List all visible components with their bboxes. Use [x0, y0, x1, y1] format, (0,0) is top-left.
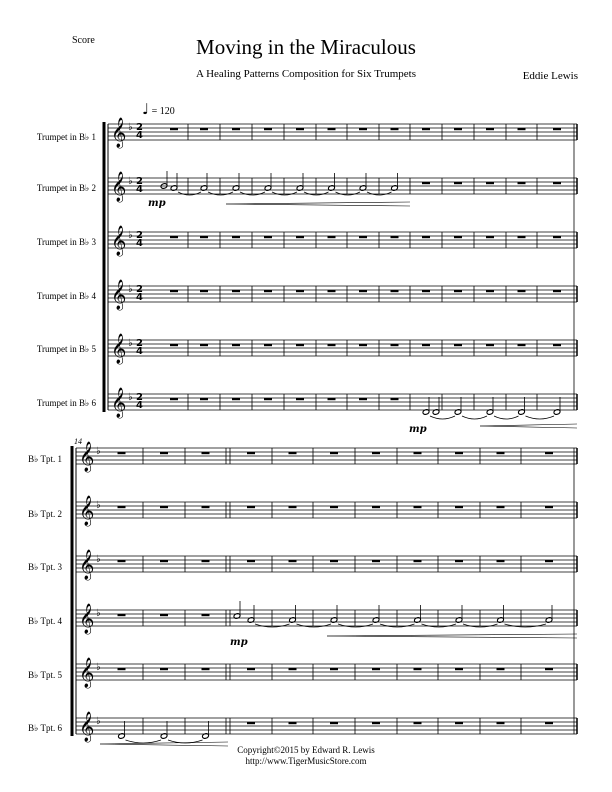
- whole-rest: [247, 722, 255, 724]
- treble-clef-icon: 𝄞: [79, 550, 95, 580]
- flat-key-signature-icon: ♭: [96, 500, 101, 511]
- flat-key-signature-icon: ♭: [128, 122, 133, 133]
- whole-rest: [330, 452, 338, 454]
- whole-rest: [289, 452, 297, 454]
- whole-rest: [497, 722, 505, 724]
- tie: [126, 740, 162, 743]
- whole-rest: [497, 452, 505, 454]
- part-label-short-tpt4: B♭ Tpt. 4: [28, 616, 62, 626]
- whole-rest: [545, 668, 553, 670]
- whole-rest: [497, 560, 505, 562]
- whole-rest: [545, 560, 553, 562]
- whole-rest: [497, 506, 505, 508]
- treble-clef-icon: 𝄞: [79, 442, 95, 472]
- whole-rest: [170, 236, 178, 238]
- whole-rest: [497, 668, 505, 670]
- whole-rest: [545, 722, 553, 724]
- whole-rest: [391, 236, 399, 238]
- dynamic-mark: mp: [409, 424, 427, 435]
- whole-rest: [518, 182, 526, 184]
- treble-clef-icon: 𝄞: [111, 226, 127, 256]
- whole-rest: [264, 398, 272, 400]
- tie: [526, 416, 555, 419]
- whole-rest: [553, 344, 561, 346]
- whole-rest: [454, 182, 462, 184]
- tie: [240, 192, 265, 195]
- whole-rest: [330, 668, 338, 670]
- whole-rest: [422, 290, 430, 292]
- crescendo-hairpin-bottom: [480, 426, 577, 428]
- whole-rest: [296, 128, 304, 130]
- whole-rest: [289, 722, 297, 724]
- whole-rest: [455, 722, 463, 724]
- whole-rest: [118, 668, 126, 670]
- tie: [505, 624, 547, 627]
- time-signature-bottom: 4: [136, 400, 143, 411]
- time-signature-top: 2: [136, 230, 143, 241]
- time-signature-bottom: 4: [136, 346, 143, 357]
- whole-rest: [264, 128, 272, 130]
- whole-rest: [202, 560, 210, 562]
- crescendo-hairpin-top: [226, 202, 410, 204]
- flat-key-signature-icon: ♭: [128, 392, 133, 403]
- whole-rest: [170, 344, 178, 346]
- whole-rest: [247, 452, 255, 454]
- whole-rest: [232, 290, 240, 292]
- tie: [272, 192, 297, 195]
- whole-rest: [289, 506, 297, 508]
- whole-rest: [486, 128, 494, 130]
- whole-rest: [232, 398, 240, 400]
- whole-rest: [391, 290, 399, 292]
- treble-clef-icon: 𝄞: [111, 388, 127, 418]
- tie: [178, 192, 201, 195]
- whole-rest: [359, 398, 367, 400]
- part-label-short-tpt3: B♭ Tpt. 3: [28, 562, 62, 572]
- whole-rest: [202, 614, 210, 616]
- whole-rest: [372, 668, 380, 670]
- whole-rest: [359, 128, 367, 130]
- whole-rest: [518, 344, 526, 346]
- whole-rest: [545, 452, 553, 454]
- whole-rest: [200, 236, 208, 238]
- whole-rest: [518, 236, 526, 238]
- tie: [422, 624, 457, 627]
- whole-rest: [553, 236, 561, 238]
- whole-rest: [391, 128, 399, 130]
- whole-rest: [372, 506, 380, 508]
- whole-rest: [118, 452, 126, 454]
- whole-rest: [330, 722, 338, 724]
- part-label-short-tpt1: B♭ Tpt. 1: [28, 454, 62, 464]
- time-signature-bottom: 4: [136, 184, 143, 195]
- part-label-short-tpt5: B♭ Tpt. 5: [28, 670, 62, 680]
- whole-rest: [160, 668, 168, 670]
- whole-rest: [202, 452, 210, 454]
- part-label-short-tpt2: B♭ Tpt. 2: [28, 509, 62, 519]
- whole-rest: [170, 290, 178, 292]
- whole-rest: [296, 290, 304, 292]
- tempo-marking: ♩ = 120: [142, 100, 175, 118]
- dynamic-mark: mp: [230, 637, 248, 648]
- whole-rest: [264, 344, 272, 346]
- part-label-tpt5: Trumpet in B♭ 5: [36, 344, 96, 354]
- whole-rest: [455, 668, 463, 670]
- score-label: Score: [72, 35, 95, 46]
- whole-rest: [118, 506, 126, 508]
- dynamic-mark: mp: [148, 198, 166, 209]
- part-label-tpt6: Trumpet in B♭ 6: [36, 398, 96, 408]
- whole-rest: [455, 452, 463, 454]
- whole-rest: [328, 128, 336, 130]
- whole-rest: [486, 182, 494, 184]
- time-signature-top: 2: [136, 338, 143, 349]
- whole-rest: [118, 614, 126, 616]
- whole-rest: [160, 506, 168, 508]
- whole-rest: [414, 506, 422, 508]
- measure-number: 14: [74, 437, 82, 446]
- whole-rest: [160, 614, 168, 616]
- tie: [494, 416, 519, 419]
- part-label-tpt1: Trumpet in B♭ 1: [36, 132, 96, 142]
- crescendo-hairpin-bottom: [327, 636, 577, 638]
- crescendo-hairpin-top: [327, 634, 577, 636]
- whole-rest: [414, 560, 422, 562]
- time-signature-bottom: 4: [136, 292, 143, 303]
- whole-rest: [422, 344, 430, 346]
- whole-rest: [232, 344, 240, 346]
- whole-rest: [518, 290, 526, 292]
- whole-rest: [422, 182, 430, 184]
- whole-rest: [289, 668, 297, 670]
- whole-rest: [202, 506, 210, 508]
- tie: [462, 416, 487, 419]
- whole-rest: [296, 398, 304, 400]
- whole-rest: [454, 128, 462, 130]
- flat-key-signature-icon: ♭: [128, 176, 133, 187]
- part-label-tpt3: Trumpet in B♭ 3: [36, 237, 96, 247]
- whole-rest: [553, 182, 561, 184]
- whole-rest: [454, 290, 462, 292]
- piece-subtitle: A Healing Patterns Composition for Six Trumpets: [195, 68, 416, 80]
- whole-rest: [160, 560, 168, 562]
- whole-rest: [330, 560, 338, 562]
- whole-rest: [359, 344, 367, 346]
- treble-clef-icon: 𝄞: [79, 712, 95, 742]
- whole-rest: [200, 344, 208, 346]
- crescendo-hairpin-bottom: [226, 204, 410, 206]
- tie: [208, 192, 233, 195]
- part-label-tpt4: Trumpet in B♭ 4: [36, 291, 96, 301]
- flat-key-signature-icon: ♭: [96, 446, 101, 457]
- flat-key-signature-icon: ♭: [96, 662, 101, 673]
- time-signature-bottom: 4: [136, 238, 143, 249]
- whole-rest: [422, 236, 430, 238]
- tie: [297, 624, 332, 627]
- whole-rest: [545, 506, 553, 508]
- whole-rest: [414, 452, 422, 454]
- flat-key-signature-icon: ♭: [128, 338, 133, 349]
- whole-rest: [372, 722, 380, 724]
- whole-rest: [232, 236, 240, 238]
- tie: [336, 192, 361, 195]
- whole-rest: [200, 128, 208, 130]
- whole-rest: [328, 290, 336, 292]
- whole-rest: [202, 668, 210, 670]
- tempo-value: 120: [159, 106, 175, 117]
- whole-rest: [359, 236, 367, 238]
- whole-rest: [247, 560, 255, 562]
- whole-rest: [247, 668, 255, 670]
- whole-rest: [455, 506, 463, 508]
- whole-rest: [391, 344, 399, 346]
- treble-clef-icon: 𝄞: [79, 496, 95, 526]
- whole-rest: [486, 236, 494, 238]
- whole-rest: [160, 452, 168, 454]
- whole-rest: [454, 344, 462, 346]
- whole-rest: [328, 344, 336, 346]
- whole-rest: [296, 236, 304, 238]
- copyright-text: Copyright©2015 by Edward R. Lewis: [237, 745, 375, 755]
- flat-key-signature-icon: ♭: [96, 716, 101, 727]
- whole-rest: [486, 290, 494, 292]
- composer-name: Eddie Lewis: [522, 70, 578, 82]
- quarter-note-icon: ♩: [142, 100, 150, 118]
- treble-clef-icon: 𝄞: [111, 280, 127, 310]
- whole-rest: [330, 506, 338, 508]
- time-signature-top: 2: [136, 176, 143, 187]
- whole-rest: [289, 560, 297, 562]
- whole-rest: [486, 344, 494, 346]
- time-signature-top: 2: [136, 284, 143, 295]
- treble-clef-icon: 𝄞: [111, 118, 127, 148]
- whole-rest: [247, 506, 255, 508]
- tie: [430, 416, 455, 419]
- website-url: http://www.TigerMusicStore.com: [245, 756, 367, 766]
- whole-rest: [200, 290, 208, 292]
- time-signature-bottom: 4: [136, 130, 143, 141]
- whole-rest: [359, 290, 367, 292]
- whole-rest: [414, 668, 422, 670]
- part-label-tpt2: Trumpet in B♭ 2: [36, 183, 96, 193]
- whole-rest: [372, 452, 380, 454]
- whole-rest: [422, 128, 430, 130]
- whole-rest: [454, 236, 462, 238]
- part-label-short-tpt6: B♭ Tpt. 6: [28, 723, 62, 733]
- whole-rest: [232, 128, 240, 130]
- whole-rest: [391, 398, 399, 400]
- crescendo-hairpin-top: [480, 424, 577, 426]
- whole-rest: [264, 290, 272, 292]
- time-signature-top: 2: [136, 392, 143, 403]
- time-signature-top: 2: [136, 122, 143, 133]
- whole-rest: [518, 128, 526, 130]
- whole-rest: [372, 560, 380, 562]
- flat-key-signature-icon: ♭: [128, 230, 133, 241]
- piece-title: Moving in the Miraculous: [196, 35, 416, 59]
- flat-key-signature-icon: ♭: [96, 554, 101, 565]
- crescendo-hairpin-top: [100, 742, 228, 744]
- whole-rest: [414, 722, 422, 724]
- treble-clef-icon: 𝄞: [79, 658, 95, 688]
- flat-key-signature-icon: ♭: [96, 608, 101, 619]
- whole-rest: [170, 128, 178, 130]
- whole-rest: [553, 128, 561, 130]
- whole-rest: [200, 398, 208, 400]
- whole-rest: [264, 236, 272, 238]
- crescendo-hairpin-bottom: [100, 744, 228, 746]
- whole-rest: [118, 560, 126, 562]
- whole-rest: [328, 398, 336, 400]
- treble-clef-icon: 𝄞: [79, 604, 95, 634]
- whole-rest: [328, 236, 336, 238]
- tie: [338, 624, 373, 627]
- whole-rest: [170, 398, 178, 400]
- whole-rest: [296, 344, 304, 346]
- whole-rest: [553, 290, 561, 292]
- treble-clef-icon: 𝄞: [111, 334, 127, 364]
- whole-rest: [455, 560, 463, 562]
- flat-key-signature-icon: ♭: [128, 284, 133, 295]
- treble-clef-icon: 𝄞: [111, 172, 127, 202]
